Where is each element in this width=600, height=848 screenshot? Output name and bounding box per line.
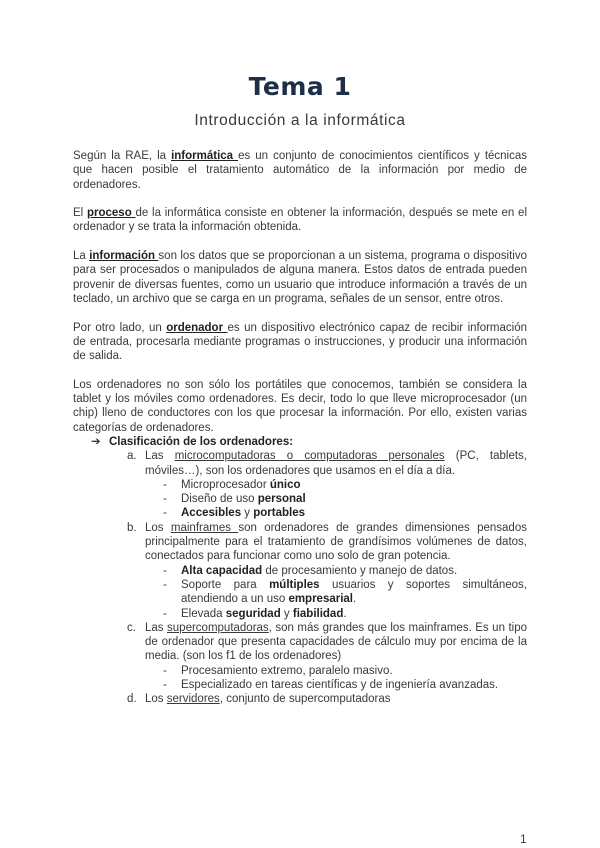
list-item-supercomputadoras: c. Las supercomputadoras, son más grandes que los mainframes. Es un tipo de ordenador que presenta capacidades de cálculo muy por encima de la media. (son los f1 de los ordenadores) xyxy=(127,621,527,663)
document-body xyxy=(73,149,527,707)
paragraph-ordenador: Por otro lado, un ordenador es un dispositivo electrónico capaz de recibir información de entrada, procesarla mediante programas o instrucciones, y producir una información de salida. xyxy=(73,321,528,363)
paragraph-proceso: El proceso de la informática consiste en obtener la información, después se mete en el ordenador y se trata la información obtenida. xyxy=(73,207,527,234)
paragraph-informatica: Según la RAE, la informática es un conjunto de conocimientos científicos y técnicas que hacen posible el tratamiento automático de la información por medio de ordenadores. xyxy=(73,150,528,191)
list-subitem: - Procesamiento extremo, paralelo masivo. xyxy=(163,664,393,677)
list-subitem: - Accesibles y portables xyxy=(163,507,306,520)
keyword-ordenador: ordenador xyxy=(166,321,228,334)
keyword-informatica: informática xyxy=(171,150,239,162)
list-subitem: - Microprocesador único xyxy=(163,478,301,491)
list-subitem: - Especializado en tareas científicas y de ingeniería avanzadas. xyxy=(163,678,499,691)
arrow-icon: ➔ xyxy=(91,435,101,448)
list-item-servidores: d. Los servidores, conjunto de supercomputadoras xyxy=(127,693,391,706)
list-item-mainframes: b. Los mainframes son ordenadores de grandes dimensiones pensados principalmente para el tratamiento de grandísimos volúmenes de datos, conectados para funcionar como uno solo de gran potencia. xyxy=(127,521,527,563)
keyword-informacion: información xyxy=(89,250,159,263)
list-subitem: - Diseño de uso personal xyxy=(163,493,306,506)
paragraph-tipos-ordenadores: Los ordenadores no son sólo los portátiles que conocemos, también se considera la tablet y los móviles como ordenadores. Es decir, todo lo que lleve microprocesador (un chip) lleno de conductores con los que procesar la información. Por ello, existen varias categorías de ordenadores. xyxy=(73,378,527,434)
keyword-proceso: proceso xyxy=(86,207,136,220)
list-subitem: - Elevada seguridad y fiabilidad. xyxy=(163,607,347,620)
list-subitem: - Alta capacidad de procesamiento y manejo de datos. xyxy=(163,564,458,577)
document-subtitle: Introducción a la informática xyxy=(194,112,406,129)
list-subitem: - Soporte para múltiples usuarios y soportes simultáneos, atendiendo a un uso empresarial. xyxy=(163,578,527,606)
list-heading: ➔ Clasificación de los ordenadores: xyxy=(91,435,294,448)
document-title: Tema 1 xyxy=(248,72,352,101)
page-number: 1 xyxy=(520,832,527,846)
list-item-microcomputadoras: a. Las microcomputadoras o computadoras personales (PC, tablets, móviles…), son los ordenadores que usamos en el día a día. xyxy=(127,450,527,477)
paragraph-informacion: La información son los datos que se proporcionan a un sistema, programa o dispositivo para ser procesados o manipulados de alguna manera. Estos datos de entrada pueden provenir de diversas fuentes, como un usuario que introduce información a través de un teclado, un archivo que se carga en un programa, señales de un sensor, entre otros. xyxy=(73,250,527,305)
